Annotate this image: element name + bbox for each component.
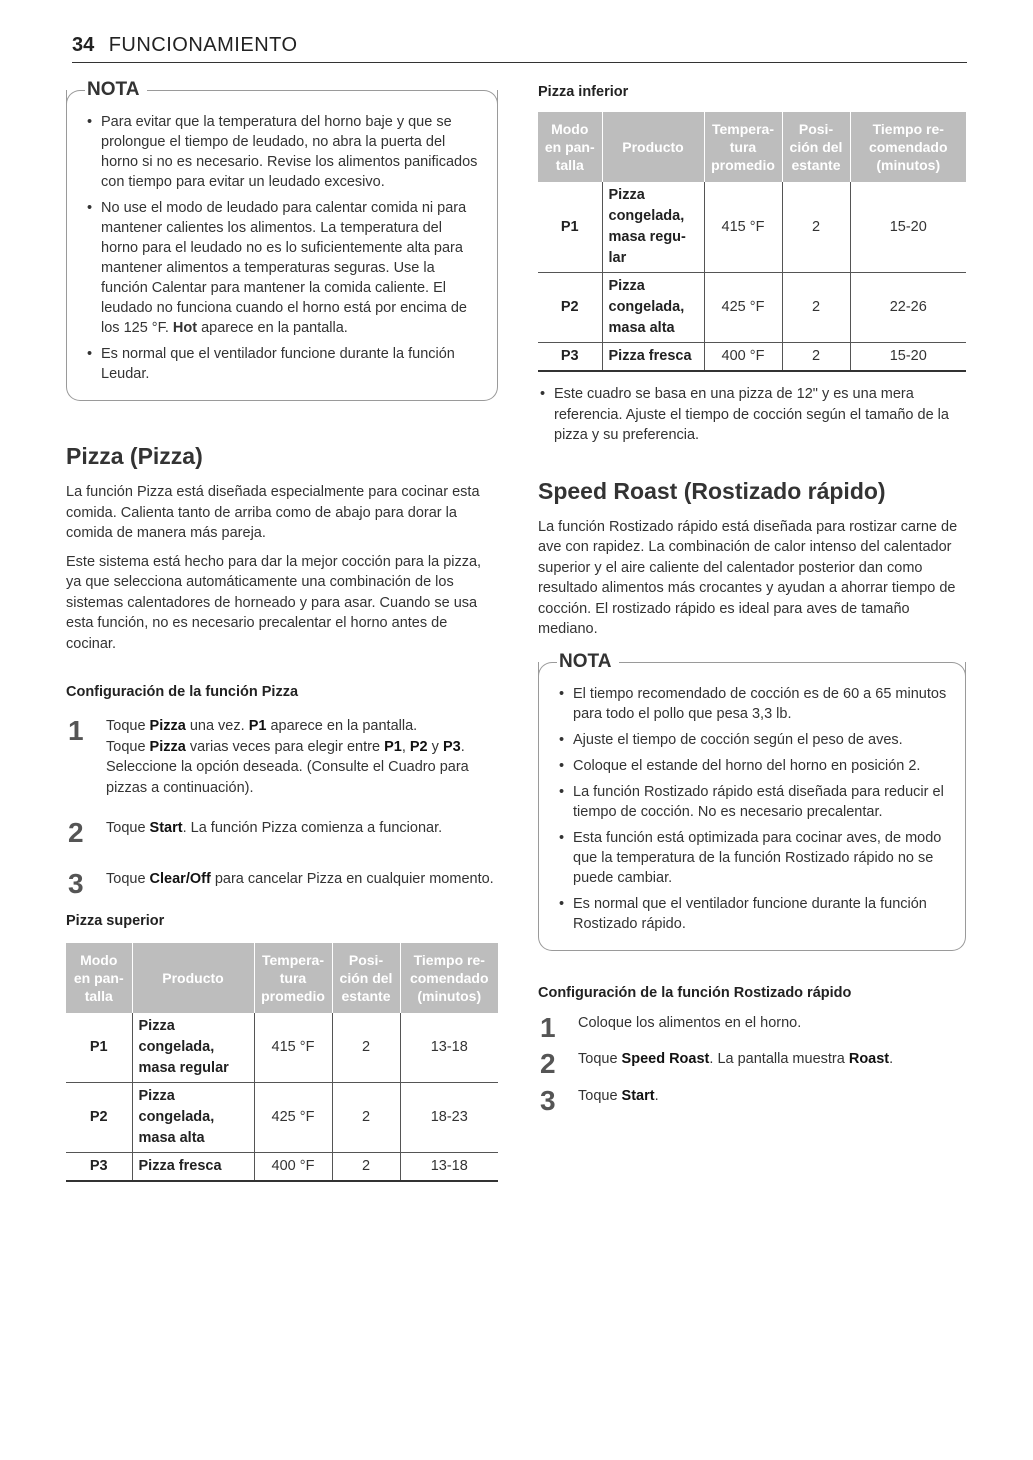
step-number: 1 xyxy=(68,715,84,746)
nota-title: NOTA xyxy=(557,651,619,673)
nota-box-roast xyxy=(538,650,966,951)
nota-item: • La función Rostizado rápido está diseñada para reducir el tiempo de cocción. No es necesario precalentar. xyxy=(557,782,947,822)
table-row: P2 Pizza congelada, masa alta 425 °F 2 22-26 xyxy=(538,273,966,343)
step-number: 3 xyxy=(68,867,84,899)
roast-paragraph: La función Rostizado rápido está diseñada para rostizar carne de ave con rapidez. La combinación de calor intenso del calentador superior y el aire caliente del calentador posterior dan como resultado alimentos más crocantes y ayudan a ahorrar tiempo de cocción. El rostizado rápido es ideal para aves de tamaño mediano. xyxy=(538,518,958,637)
pizza-step-3: 3 Toque Clear/Off para cancelar Pizza en cualquier momento. xyxy=(68,867,494,899)
table-row: P2 Pizza congelada, masa alta 425 °F 2 18-23 xyxy=(66,1083,498,1153)
roast-step-3: 3 Toque Start. xyxy=(540,1084,659,1116)
table-header-row xyxy=(66,943,498,1013)
table-row: P1 Pizza congelada, masa regular 415 °F 2 13-18 xyxy=(66,1013,498,1083)
pizza-step-1 xyxy=(66,716,498,798)
nota-item: • Ajuste el tiempo de cocción según el peso de aves. xyxy=(557,730,947,750)
nota-item-text: No use el modo de leudado para calentar comida ni para mantener calientes los alimentos. La temperatura del horno para el leudado no es lo suficientemente alta para mantener alimentos a temperaturas seguras. Use la función Calentar para mantener la comida caliente. El leudado no funciona cuando el horno está por encima de los 125 °F. xyxy=(101,200,467,336)
nota-list xyxy=(557,684,947,934)
nota-item: • El tiempo recomendado de cocción es de 60 a 65 minutos para todo el pollo que pesa 3,3 lb. xyxy=(557,684,947,724)
col-header-rack: Posi-ción del estante xyxy=(782,112,850,182)
pizza-intro-paragraph: La función Pizza está diseñada especialmente para cocinar esta comida. Calienta tanto de arriba como de abajo para dorar la comida de manera más pareja. xyxy=(66,484,480,541)
table-footnote: • Este cuadro se basa en una pizza de 12" y es una mera referencia. Ajuste el tiempo de cocción según el tamaño de la pizza y su preferencia. xyxy=(538,384,966,446)
table-header-row xyxy=(538,112,966,182)
roast-step-2: 2 Toque Speed Roast. La pantalla muestra Roast. xyxy=(540,1048,894,1079)
page-title: FUNCIONAMIENTO xyxy=(108,34,298,56)
page-number: 34 xyxy=(72,34,95,56)
col-header-time: Tiempo re-comendado (minutos) xyxy=(400,943,498,1013)
col-header-time: Tiempo re-comendado (minutos) xyxy=(850,112,966,182)
nota-item: • Para evitar que la temperatura del horno baje y que se prolongue el tiempo de leudado, no abra la puerta del horno si no es necesario. Revise los alimentos panificados con tiempo para evitar un leudado excesivo. xyxy=(85,112,479,192)
nota-item-bold: Hot xyxy=(172,320,198,336)
left-column xyxy=(66,80,498,1182)
roast-config-title: Configuración de la función Rostizado rápido xyxy=(538,984,852,1001)
pizza-upper-table xyxy=(66,943,498,1182)
pizza-lower-table xyxy=(538,112,966,372)
pizza-section-title: Pizza (Pizza) xyxy=(66,443,203,469)
table-row: P1 Pizza congelada, masa regu-lar 415 °F 2 15-20 xyxy=(538,182,966,273)
col-header-temp: Tempera-tura promedio xyxy=(254,943,332,1013)
nota-item-tail: aparece en la pantalla. xyxy=(197,320,348,336)
table-row: P3 Pizza fresca 400 °F 2 13-18 xyxy=(66,1153,498,1182)
nota-item: • Es normal que el ventilador funcione durante la función Leudar. xyxy=(85,344,479,384)
pizza-config-title: Configuración de la función Pizza xyxy=(66,684,299,700)
step-line: Toque Pizza una vez. P1 aparece en la pantalla. xyxy=(106,718,418,734)
table-row: P3 Pizza fresca 400 °F 2 15-20 xyxy=(538,343,966,372)
step-number: 3 xyxy=(540,1084,556,1116)
nota-title: NOTA xyxy=(85,79,147,101)
lower-table-title: Pizza inferior xyxy=(538,84,629,100)
roast-section-title: Speed Roast (Rostizado rápido) xyxy=(538,477,886,504)
step-line: Toque Pizza varias veces para elegir entre P1, P2 y P3. xyxy=(106,738,465,755)
col-header-product: Producto xyxy=(132,943,254,1013)
pizza-system-paragraph: Este sistema está hecho para dar la mejor cocción para la pizza, ya que selecciona automáticamente una combinación de los sistemas calentadores de horneado y para asar. Cuando se usa esta función, no es necesario precalentar el horno antes de cocinar. xyxy=(66,553,482,652)
col-header-product: Producto xyxy=(602,112,704,182)
step-number: 1 xyxy=(540,1011,556,1043)
nota-item xyxy=(85,198,479,338)
nota-list xyxy=(85,112,479,384)
nota-item: • Es normal que el ventilador funcione durante la función Rostizado rápido. xyxy=(557,894,947,934)
nota-box-leudado xyxy=(66,79,498,401)
col-header-temp: Tempera-tura promedio xyxy=(704,112,782,182)
col-header-mode: Modo en pan-talla xyxy=(538,112,602,182)
nota-item: • Esta función está optimizada para cocinar aves, de modo que la temperatura de la función Rostizado rápido no se puede cambiar. xyxy=(557,828,947,888)
roast-step-1: 1 Coloque los alimentos en el horno. xyxy=(540,1011,802,1043)
col-header-mode: Modo en pan-talla xyxy=(66,943,132,1013)
upper-table-title: Pizza superior xyxy=(66,913,165,929)
step-number: 2 xyxy=(68,817,84,848)
step-line: Seleccione la opción deseada. (Consulte el Cuadro para pizzas a continuación). xyxy=(106,759,469,796)
step-number: 2 xyxy=(540,1048,556,1079)
pizza-step-2: 2 Toque Start. La función Pizza comienza a funcionar. xyxy=(68,817,443,848)
page-header xyxy=(72,34,967,63)
nota-item: • Coloque el estande del horno del horno en posición 2. xyxy=(557,756,947,776)
right-column xyxy=(538,80,966,1116)
col-header-rack: Posi-ción del estante xyxy=(332,943,400,1013)
